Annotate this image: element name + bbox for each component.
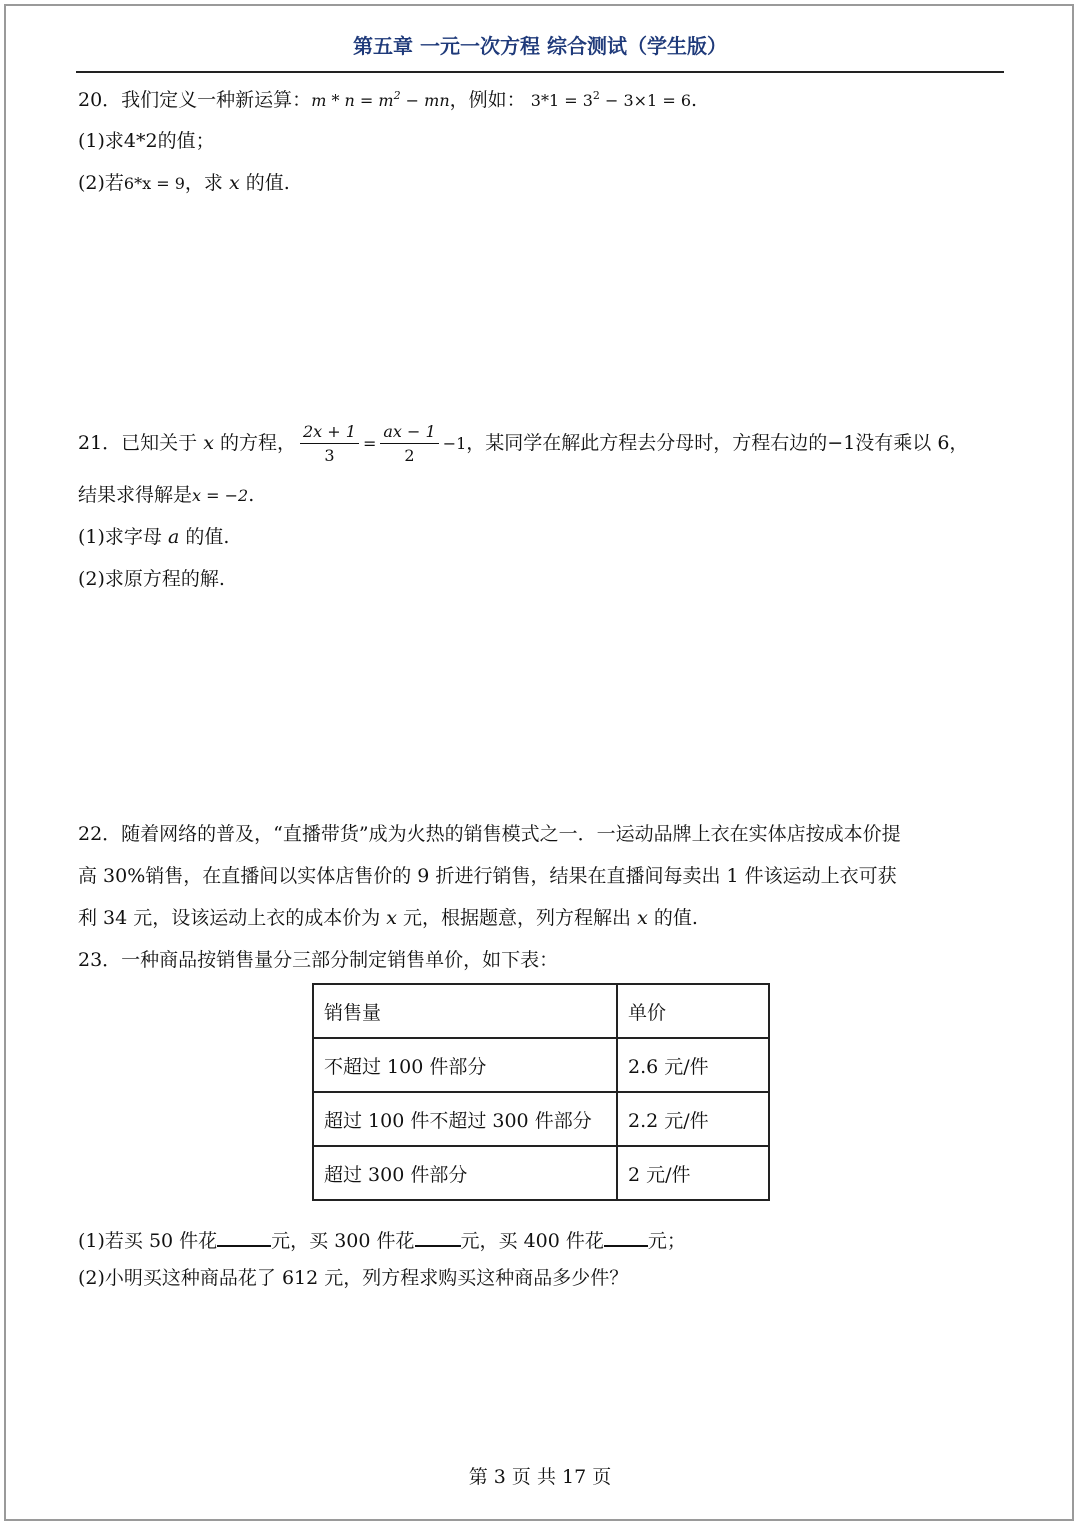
q21-part1: (1)求字母 a 的值. (78, 526, 230, 548)
q21-part2: (2)求原方程的解. (78, 568, 225, 590)
q22-line3: 利 34 元，设该运动上衣的成本价为 x 元，根据题意，列方程解出 x 的值. (78, 907, 698, 929)
page-number: 第 3 页 共 17 页 (468, 1466, 612, 1488)
q23-part2: (2)小明买这种商品花了 612 元，列方程求购买这种商品多少件？ (78, 1267, 629, 1289)
price-table (312, 983, 770, 1201)
answer-blank[interactable] (217, 1227, 271, 1247)
table-header-row (313, 984, 769, 1038)
q22-line2: 高 30%销售，在直播间以实体店售价的 9 折进行销售，结果在直播间每卖出 1 件该运动上衣可获 (78, 865, 897, 887)
q22-line1: 22．随着网络的普及，“直播带货”成为火热的销售模式之一．一运动品牌上衣在实体店按成本价提 (78, 823, 901, 845)
table-cell: 不超过 100 件部分 (313, 1038, 617, 1092)
q20-definition: $m * n = m^2$ − mn (311, 89, 450, 110)
table-row (313, 1146, 769, 1200)
q20-part2: (2)若6*x = 9，求 x 的值. (78, 172, 290, 194)
q20-example: $3*1 = 3^2 - 3\times 1 = 6$ (530, 89, 691, 110)
table-cell: 超过 300 件部分 (313, 1146, 617, 1200)
q21-line2: 结果求得解是x = −2. (78, 484, 255, 506)
table-row (313, 1038, 769, 1092)
answer-blank[interactable] (604, 1227, 648, 1247)
q23-stem: 23．一种商品按销售量分三部分制定销售单价，如下表： (78, 949, 559, 971)
answer-blank[interactable] (415, 1227, 461, 1247)
q21-stem: 21．已知关于 x 的方程， $\frac{2x + 1}{3}$ = $\frac{ax - 1}{2}$ −1，某同学在解此方程去分母时，方程右边的−1没有乘以 6， (78, 422, 969, 465)
q21-fraction-right: $\frac{ax - 1}{2}$ (380, 424, 438, 464)
q20-part1: (1)求4*2的值； (78, 130, 215, 152)
table-cell: 超过 100 件不超过 300 件部分 (313, 1092, 617, 1146)
page-header-title: 第五章 一元一次方程 综合测试（学生版） (353, 34, 727, 58)
table-cell: 2.2 元/件 (617, 1092, 769, 1146)
table-row (313, 1092, 769, 1146)
table-header-cell: 销售量 (313, 984, 617, 1038)
table-cell: 2 元/件 (617, 1146, 769, 1200)
q20-stem: 20．我们定义一种新运算：$m * n = m^2$ − mn，例如： $3*1 = 3^2 - 3\times 1 = 6$. (78, 89, 698, 111)
q23-part1: (1)若买 50 件花 元，买 300 件花 元，买 400 件花 元； (78, 1227, 686, 1251)
table-cell: 2.6 元/件 (617, 1038, 769, 1092)
q21-fraction-left: $\frac{2x + 1}{3}$ (300, 424, 359, 464)
page-border (4, 4, 1074, 1521)
table-header-cell: 单价 (617, 984, 769, 1038)
header-rule (76, 71, 1004, 73)
